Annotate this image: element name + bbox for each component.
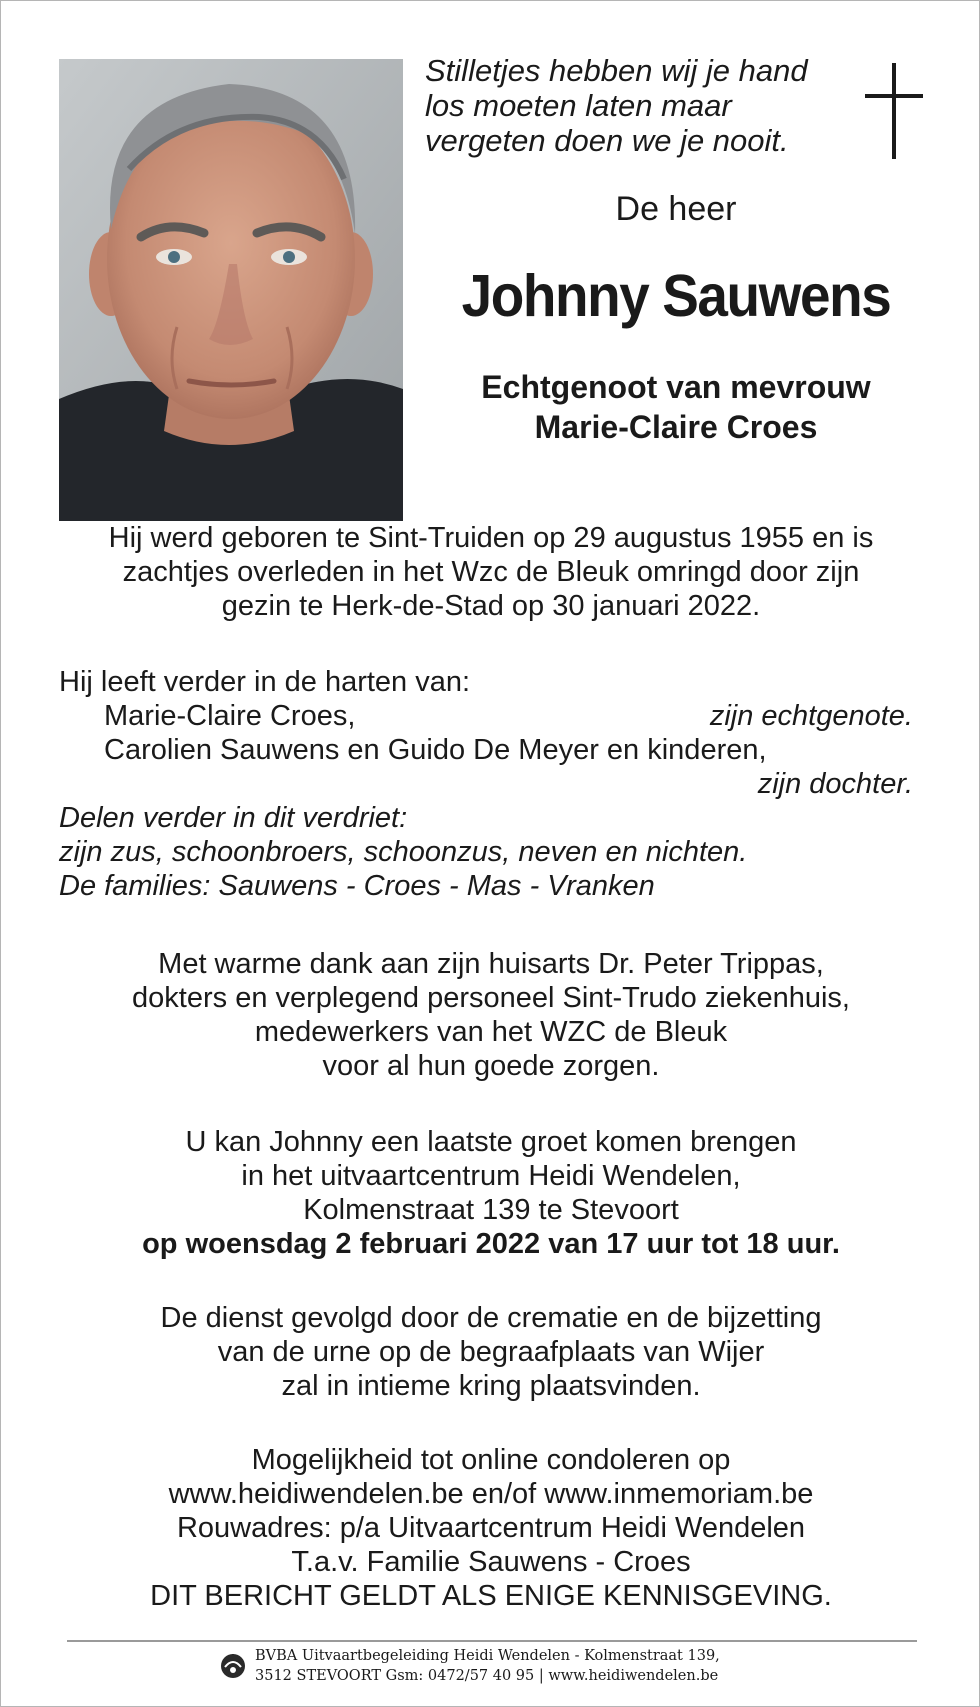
thanks-paragraph bbox=[41, 947, 941, 1083]
text-line: zal in intieme kring plaatsvinden. bbox=[281, 1370, 701, 1402]
text-line: De dienst gevolgd door de crematie en de bijzetting bbox=[160, 1302, 822, 1334]
footer-line: 3512 STEVOORT Gsm: 0472/57 40 95 | www.heidiwendelen.be bbox=[255, 1668, 719, 1684]
text-line: in het uitvaartcentrum Heidi Wendelen, bbox=[241, 1160, 741, 1192]
poem-line: los moeten laten maar bbox=[425, 88, 732, 123]
visitation-paragraph bbox=[41, 1125, 941, 1261]
notice-statement: DIT BERICHT GELDT ALS ENIGE KENNISGEVING. bbox=[150, 1580, 832, 1612]
survivor-name: Marie-Claire Croes, bbox=[104, 700, 356, 732]
text-line: Hij werd geboren te Sint-Truiden op 29 augustus 1955 en is bbox=[108, 522, 874, 554]
visitation-date: op woensdag 2 februari 2022 van 17 uur tot 18 uur. bbox=[142, 1228, 840, 1260]
footer-line: BVBA Uitvaartbegeleiding Heidi Wendelen - Kolmenstraat 139, bbox=[255, 1648, 720, 1664]
families: De families: Sauwens - Croes - Mas - Vranken bbox=[59, 870, 655, 902]
text-line: U kan Johnny een laatste groet komen brengen bbox=[185, 1126, 797, 1158]
text-line: Mogelijkheid tot online condoleren op bbox=[251, 1444, 731, 1476]
survivors-section bbox=[59, 665, 919, 903]
portrait-photo bbox=[59, 59, 403, 521]
condolence-links: www.heidiwendelen.be en/of www.inmemoriam.be bbox=[168, 1478, 814, 1510]
footer-divider bbox=[67, 1640, 917, 1642]
poem bbox=[425, 53, 845, 158]
contact-paragraph bbox=[41, 1443, 941, 1613]
survivor-role: zijn dochter. bbox=[757, 768, 913, 800]
relatives: zijn zus, schoonbroers, schoonzus, neven en nichten. bbox=[59, 836, 748, 868]
spouse-info bbox=[411, 367, 941, 447]
share-intro: Delen verder in dit verdriet: bbox=[59, 802, 408, 834]
survivor-role-row bbox=[59, 767, 919, 801]
text-line: gezin te Herk-de-Stad op 30 januari 2022. bbox=[221, 590, 761, 622]
cross-icon bbox=[865, 63, 923, 159]
text-line: dokters en verplegend personeel Sint-Trudo ziekenhuis, bbox=[132, 982, 850, 1014]
funeral-home-logo-icon bbox=[219, 1651, 247, 1679]
survivors-intro: Hij leeft verder in de harten van: bbox=[59, 666, 471, 698]
text-line: Met warme dank aan zijn huisarts Dr. Peter Trippas, bbox=[158, 948, 824, 980]
survivor-role: zijn echtgenote. bbox=[709, 700, 913, 732]
spouse-line: Echtgenoot van mevrouw bbox=[481, 369, 871, 405]
survivor-name: Carolien Sauwens en Guido De Meyer en kinderen, bbox=[104, 734, 767, 766]
survivor-row bbox=[59, 699, 919, 733]
survivor-row bbox=[59, 733, 919, 767]
poem-line: Stilletjes hebben wij je hand bbox=[425, 53, 808, 88]
deceased-name: Johnny Sauwens bbox=[461, 263, 891, 329]
text-line: Rouwadres: p/a Uitvaartcentrum Heidi Wendelen bbox=[176, 1512, 806, 1544]
service-paragraph bbox=[41, 1301, 941, 1403]
text-line: medewerkers van het WZC de Bleuk bbox=[254, 1016, 728, 1048]
text-line: voor al hun goede zorgen. bbox=[322, 1050, 660, 1082]
poem-line: vergeten doen we je nooit. bbox=[425, 123, 789, 158]
text-line: zachtjes overleden in het Wzc de Bleuk omringd door zijn bbox=[122, 556, 860, 588]
spouse-name: Marie-Claire Croes bbox=[534, 409, 818, 445]
text-line: T.a.v. Familie Sauwens - Croes bbox=[291, 1546, 691, 1578]
footer-text bbox=[255, 1646, 720, 1686]
honorific: De heer bbox=[615, 190, 737, 228]
birth-death-paragraph bbox=[41, 521, 941, 623]
text-line: Kolmenstraat 139 te Stevoort bbox=[303, 1194, 679, 1226]
text-line: van de urne op de begraafplaats van Wijer bbox=[217, 1336, 765, 1368]
